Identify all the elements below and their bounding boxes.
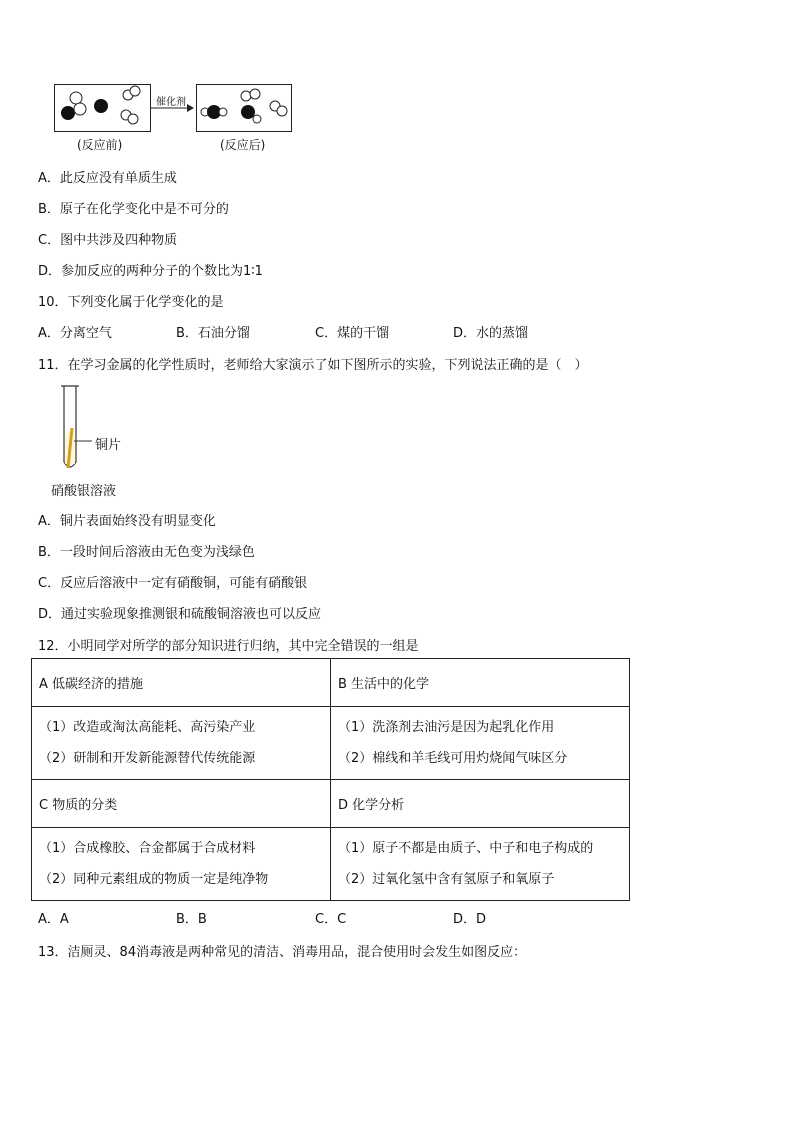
molecule-white-atom bbox=[219, 108, 227, 116]
q10-option-a: A．分离空气 bbox=[38, 326, 112, 341]
cell-c-items bbox=[32, 828, 331, 901]
cell-c-heading: C 物质的分类 bbox=[32, 780, 331, 828]
molecule-white-atom bbox=[70, 92, 82, 104]
after-reaction-box bbox=[196, 84, 292, 132]
silver-nitrate-label: 硝酸银溶液 bbox=[51, 484, 117, 499]
q11-option-a: A．铜片表面始终没有明显变化 bbox=[38, 514, 216, 529]
q11-option-b: B．一段时间后溶液由无色变为浅绿色 bbox=[38, 545, 255, 560]
cell-d-heading: D 化学分析 bbox=[331, 780, 630, 828]
knowledge-table bbox=[31, 658, 630, 901]
molecule-black-atom bbox=[241, 105, 255, 119]
after-reaction-label: (反应后) bbox=[220, 138, 266, 152]
cell-a-heading: A 低碳经济的措施 bbox=[32, 659, 331, 707]
before-reaction-label: (反应前) bbox=[77, 138, 123, 152]
molecule-white-atom bbox=[74, 103, 86, 115]
q9-option-a: A．此反应没有单质生成 bbox=[38, 171, 177, 186]
cell-b-item-2: （2）棉线和羊毛线可用灼烧闻气味区分 bbox=[338, 751, 568, 766]
molecule-white-atom bbox=[253, 115, 261, 123]
molecule-white-atom bbox=[128, 114, 138, 124]
q11-option-c: C．反应后溶液中一定有硝酸铜，可能有硝酸银 bbox=[38, 576, 308, 591]
catalyst-label: 催化剂 bbox=[156, 97, 186, 108]
molecule-black-atom bbox=[94, 99, 108, 113]
q9-option-d: D．参加反应的两种分子的个数比为1∶1 bbox=[38, 264, 263, 279]
test-tube-icon bbox=[56, 384, 136, 474]
q10-option-d: D．水的蒸馏 bbox=[453, 326, 529, 341]
reaction-arrow bbox=[151, 103, 195, 113]
q12-option-d: D．D bbox=[453, 912, 487, 927]
q9-option-c: C．图中共涉及四种物质 bbox=[38, 233, 178, 248]
cell-d-items bbox=[331, 828, 630, 901]
cell-b-items bbox=[331, 707, 630, 780]
molecule-white-atom bbox=[277, 106, 287, 116]
q12-option-a: A．A bbox=[38, 912, 69, 927]
cell-c-item-2: （2）同种元素组成的物质一定是纯净物 bbox=[39, 872, 269, 887]
cell-d-item-1: （1）原子不都是由质子、中子和电子构成的 bbox=[338, 841, 594, 856]
copper-strip-label: 铜片 bbox=[95, 438, 122, 453]
after-molecules bbox=[197, 85, 291, 131]
q13-stem: 13．洁厕灵、84消毒液是两种常见的清洁、消毒用品，混合使用时会发生如图反应： bbox=[38, 945, 527, 960]
q12-stem: 12．小明同学对所学的部分知识进行归纳，其中完全错误的一组是 bbox=[38, 639, 419, 654]
cell-d-item-2: （2）过氧化氢中含有氢原子和氧原子 bbox=[338, 872, 555, 887]
cell-a-items bbox=[32, 707, 331, 780]
molecule-white-atom bbox=[241, 91, 251, 101]
cell-c-item-1: （1）合成橡胶、合金都属于合成材料 bbox=[39, 841, 256, 856]
q11-option-d: D．通过实验现象推测银和硫酸铜溶液也可以反应 bbox=[38, 607, 322, 622]
q12-option-c: C．C bbox=[315, 912, 347, 927]
q10-stem: 10．下列变化属于化学变化的是 bbox=[38, 295, 224, 310]
q12-option-b: B．B bbox=[176, 912, 207, 927]
q10-option-b: B．石油分馏 bbox=[176, 326, 250, 341]
q11-stem: 11．在学习金属的化学性质时，老师给大家演示了如下图所示的实验，下列说法正确的是（ ） bbox=[38, 358, 588, 373]
before-molecules bbox=[55, 85, 150, 131]
molecule-black-atom bbox=[61, 106, 75, 120]
cell-b-item-1: （1）洗涤剂去油污是因为起乳化作用 bbox=[338, 720, 555, 735]
molecule-white-atom bbox=[130, 86, 140, 96]
q9-option-b: B．原子在化学变化中是不可分的 bbox=[38, 202, 229, 217]
q10-option-c: C．煤的干馏 bbox=[315, 326, 390, 341]
molecule-white-atom bbox=[250, 89, 260, 99]
before-reaction-box bbox=[54, 84, 151, 132]
cell-a-item-1: （1）改造或淘汰高能耗、高污染产业 bbox=[39, 720, 256, 735]
cell-b-heading: B 生活中的化学 bbox=[331, 659, 630, 707]
cell-a-item-2: （2）研制和开发新能源替代传统能源 bbox=[39, 751, 256, 766]
